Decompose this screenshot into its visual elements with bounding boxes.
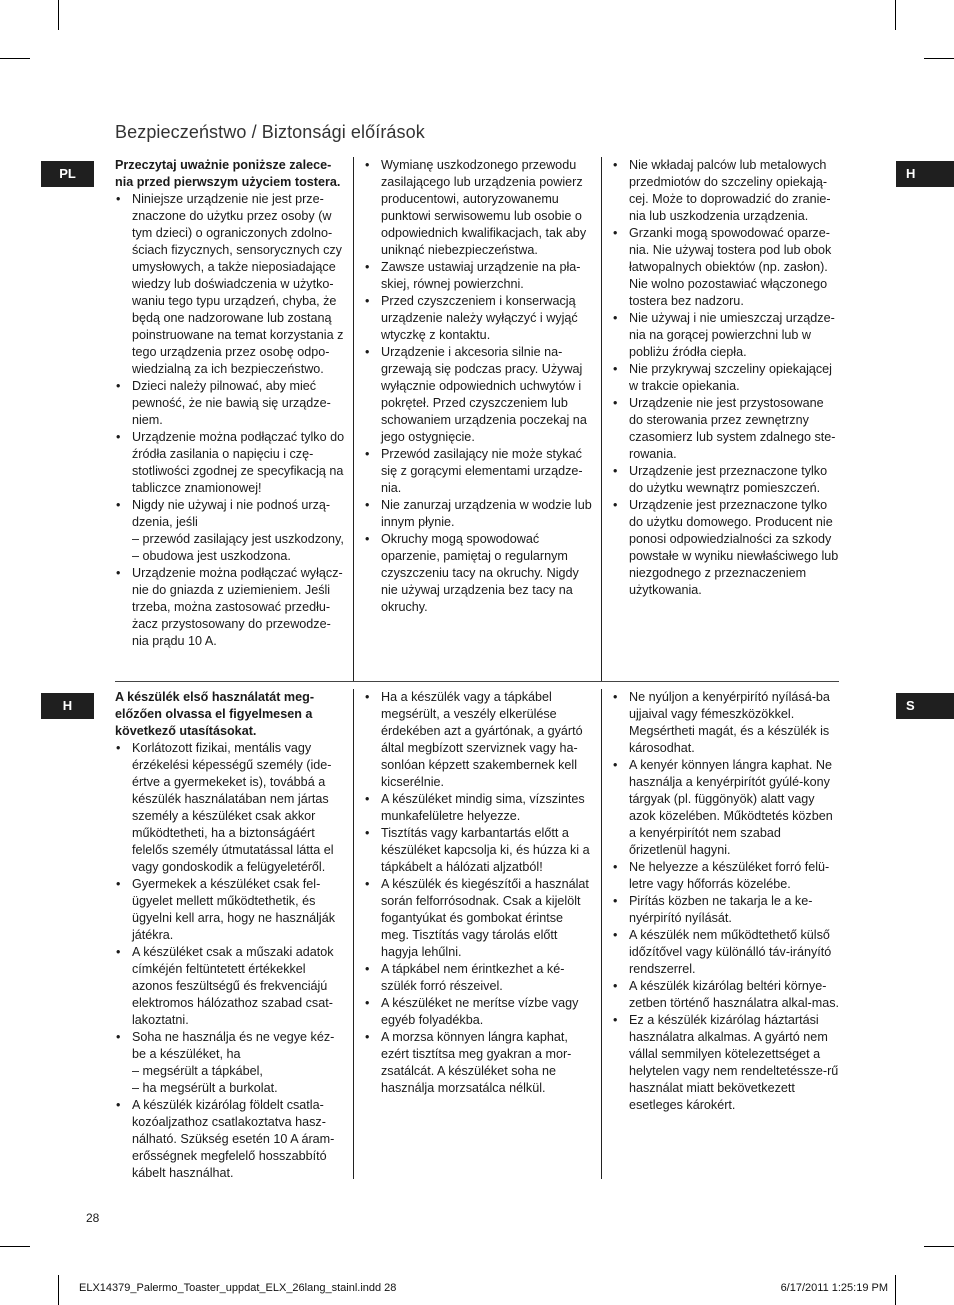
list-item: • Nie przykrywaj szczeliny opiekającej w trakcie opiekania. bbox=[612, 361, 839, 395]
language-tab-next: S bbox=[896, 693, 954, 719]
list-item: • Przewód zasilający nie może stykać się z gorącymi elementami urządze-nia. bbox=[364, 446, 593, 497]
list-item: • Korlátozott fizikai, mentális vagy érzékelési képességű személy (ide-értve a gyermekeket is), továbbá a készülék használatában nem jártas személy a készüléket csak akkor működtetheti, ha a biztonságáért felelős személy útmutatással látta el vagy gondoskodik a felügyeletéről. bbox=[115, 740, 347, 876]
list-item: • Urządzenie jest przeznaczone tylko do użytku domowego. Producent nie ponosi odpowiedzialności za szkody powstałe w wyniku niewłaściwego lub niezgodnego z przeznaczeniem użytkowania. bbox=[612, 497, 839, 599]
safety-list bbox=[364, 689, 593, 1097]
list-item: • Ha a készülék vagy a tápkábel megsérült, a veszély elkerülése érdekében azt a gyártónak, a gyártó által megbízott szerviznek vagy ha-sonlóan képzett szakembernek kell kicserélnie. bbox=[364, 689, 593, 791]
column-1 bbox=[115, 689, 347, 1179]
list-item: • Ne helyezze a készüléket forró felü-letre vagy hőforrás közelébe. bbox=[612, 859, 839, 893]
crop-mark bbox=[895, 1275, 896, 1305]
list-item bbox=[115, 1029, 347, 1097]
column-3 bbox=[601, 689, 839, 1179]
list-item: • Gyermekek a készüléket csak fel-ügyelet mellett működtethetik, és ügyelni kell arra, hogy ne használják játékra. bbox=[115, 876, 347, 944]
print-slug-timestamp: 6/17/2011 1:25:19 PM bbox=[780, 1282, 888, 1294]
list-item: • A készüléket ne merítse vízbe vagy egyéb folyadékba. bbox=[364, 995, 593, 1029]
list-item: • A kenyér könnyen lángra kaphat. Ne használja a kenyérpirítót gyúlé-kony tárgyak (pl. függönyök) alatt vagy azok közelében. Működtetés közben a kenyérpirítót nem szabad őrizetlenül hagyni. bbox=[612, 757, 839, 859]
crop-mark bbox=[58, 0, 59, 30]
list-item: • Zawsze ustawiaj urządzenie na pła-skiej, równej powierzchni. bbox=[364, 259, 593, 293]
list-item: • A tápkábel nem érintkezhet a ké-szülék forró részeivel. bbox=[364, 961, 593, 995]
list-item: • Urządzenie można podłączać wyłącz-nie do gniazda z uziemieniem. Jeśli trzeba, można zastosować przedłu-żacz przystosowany do przewodze-nia prądu 10 A. bbox=[115, 565, 347, 650]
list-item-text: Nigdy nie używaj i nie podnoś urzą-dzenia, jeśli bbox=[132, 498, 331, 529]
safety-list bbox=[115, 191, 347, 650]
list-item: • Wymianę uszkodzonego przewodu zasilającego lub urządzenia powierz producentowi, autoryzowanemu punktowi serwisowemu lub osobie o odpowiednich kwalifikacjach, tak aby uniknąć niebezpieczeństwa. bbox=[364, 157, 593, 259]
column-2 bbox=[353, 689, 593, 1179]
list-item: • Ez a készülék kizárólag háztartási használatra alkalmas. A gyártó nem vállal semmilyen kötelezettséget a helytelen vagy nem rendeltetéssze-rű használat miatt bekövetkezett esetleges károkért. bbox=[612, 1012, 839, 1114]
list-item: • Urządzenie można podłączać tylko do źródła zasilania o napięciu i czę-stotliwości zgodnej ze specyfikacją na tabliczce znamionowej! bbox=[115, 429, 347, 497]
safety-list bbox=[115, 740, 347, 1182]
intro-text: A készülék első használatát meg-előzően olvassa el figyelmesen a következő utasításokat. bbox=[115, 690, 315, 738]
safety-list bbox=[612, 689, 839, 1114]
crop-mark bbox=[895, 0, 896, 30]
page-number: 28 bbox=[86, 1211, 100, 1225]
list-subitem: – przewód zasilający jest uszkodzony, bbox=[132, 532, 344, 546]
safety-list bbox=[612, 157, 839, 599]
crop-mark bbox=[924, 58, 954, 59]
column-3 bbox=[601, 157, 839, 681]
list-item: • A készüléket csak a műszaki adatok címkéjén feltüntetett értékekkel azonos feszültségű és frekvenciájú elektromos hálózathoz szabad csat-lakoztatni. bbox=[115, 944, 347, 1029]
section-h bbox=[115, 689, 839, 1179]
list-item: • Nie używaj i nie umieszczaj urządze-nia na gorącej powierzchni lub w pobliżu źródła ciepła. bbox=[612, 310, 839, 361]
crop-mark bbox=[0, 1246, 30, 1247]
print-slug-filename: ELX14379_Palermo_Toaster_uppdat_ELX_26lang_stainl.indd 28 bbox=[79, 1282, 397, 1294]
page-title: Bezpieczeństwo / Biztonsági előírások bbox=[115, 122, 425, 142]
list-item: • Nie zanurzaj urządzenia w wodzie lub innym płynie. bbox=[364, 497, 593, 531]
list-subitem: – ha megsérült a burkolat. bbox=[132, 1081, 278, 1095]
list-item: • A készüléket mindig sima, vízszintes munkafelületre helyezze. bbox=[364, 791, 593, 825]
language-tab-pl: PL bbox=[41, 161, 94, 187]
crop-mark bbox=[924, 1246, 954, 1247]
language-tab-h: H bbox=[41, 693, 94, 719]
column-1 bbox=[115, 157, 347, 681]
section-pl bbox=[115, 157, 839, 681]
list-item: • A készülék és kiegészítői a használat során felforrósodnak. Csak a kijelölt fogantyúkat és gombokat érintse meg. Tisztítás vagy tárolás előtt hagyja lehűlni. bbox=[364, 876, 593, 961]
list-item: • Urządzenie nie jest przystosowane do sterowania przez zewnętrzny czasomierz lub system zdalnego ste-rowania. bbox=[612, 395, 839, 463]
list-item: • Okruchy mogą spowodować oparzenie, pamiętaj o regularnym czyszczeniu tacy na okruchy. Nigdy nie używaj urządzenia bez tacy na okruchy. bbox=[364, 531, 593, 616]
list-item: • A készülék nem működtethető külső időzítővel vagy különálló táv-irányító rendszerrel. bbox=[612, 927, 839, 978]
language-tab-next: H bbox=[896, 161, 954, 187]
list-subitem: – megsérült a tápkábel, bbox=[132, 1064, 263, 1078]
safety-list bbox=[364, 157, 593, 616]
list-item: • A készülék kizárólag földelt csatla-kozóaljzathoz csatlakoztatva hasz-nálható. Szükség esetén 10 A áram-erősségnek megfelelő hosszabbító kábelt használhat. bbox=[115, 1097, 347, 1182]
list-item: • Tisztítás vagy karbantartás előtt a készüléket kapcsolja ki, és húzza ki a tápkábelt a hálózati aljzatból! bbox=[364, 825, 593, 876]
list-item: • Przed czyszczeniem i konserwacją urządzenie należy wyłączyć i wyjąć wtyczkę z kontaktu. bbox=[364, 293, 593, 344]
intro-text: Przeczytaj uważnie poniższe zalece-nia przed pierwszym użyciem tostera. bbox=[115, 158, 341, 189]
list-item: • Dzieci należy pilnować, aby mieć pewność, że nie bawią się urządze-niem. bbox=[115, 378, 347, 429]
list-item: • A készülék kizárólag beltéri környe-zetben történő használatra alkal-mas. bbox=[612, 978, 839, 1012]
list-subitem: – obudowa jest uszkodzona. bbox=[132, 549, 291, 563]
list-item: • Pirítás közben ne takarja le a ke-nyérpirító nyílását. bbox=[612, 893, 839, 927]
list-item bbox=[115, 497, 347, 565]
list-item: • Urządzenie jest przeznaczone tylko do użytku wewnątrz pomieszczeń. bbox=[612, 463, 839, 497]
list-item: • Grzanki mogą spowodować oparze-nia. Nie używaj tostera pod lub obok łatwopalnych obiektów (np. zasłon). Nie wolno pozostawiać włączonego tostera bez nadzoru. bbox=[612, 225, 839, 310]
section-divider bbox=[115, 681, 839, 682]
list-item: • A morzsa könnyen lángra kaphat, ezért tisztítsa meg gyakran a mor-zsatálcát. A készüléket soha ne használja morzsatálca nélkül. bbox=[364, 1029, 593, 1097]
crop-mark bbox=[0, 58, 30, 59]
column-2 bbox=[353, 157, 593, 681]
list-item: • Ne nyúljon a kenyérpirító nyílásá-ba ujjaival vagy fémeszközökkel. Megsértheti magát, és a készülék is károsodhat. bbox=[612, 689, 839, 757]
list-item: • Urządzenie i akcesoria silnie na-grzewają się podczas pracy. Używaj wyłącznie odpowiednich uchwytów i pokręteł. Przed czyszczeniem lub schowaniem urządzenia poczekaj na jego ostygnięcie. bbox=[364, 344, 593, 446]
list-item-text: Soha ne használja és ne vegye kéz-be a készüléket, ha bbox=[132, 1030, 335, 1061]
list-item: • Nie wkładaj palców lub metalowych przedmiotów do szczeliny opiekają-cej. Może to doprowadzić do zranie-nia lub uszkodzenia urządzenia. bbox=[612, 157, 839, 225]
list-item: • Niniejsze urządzenie nie jest prze-znaczone do użytku przez osoby (w tym dzieci) o ograniczonych zdolno-ściach fizycznych, sensorycznych czy umysłowych, a także nieposiadające wiedzy lub doświadczenia w użytko-waniu tego typu urządzeń, chyba, że będą one nadzorowane lub zostaną poinstruowane na temat korzystania z tego urządzenia przez osobę odpo-wiedzialną za ich bezpieczeństwo. bbox=[115, 191, 347, 378]
crop-mark bbox=[58, 1275, 59, 1305]
